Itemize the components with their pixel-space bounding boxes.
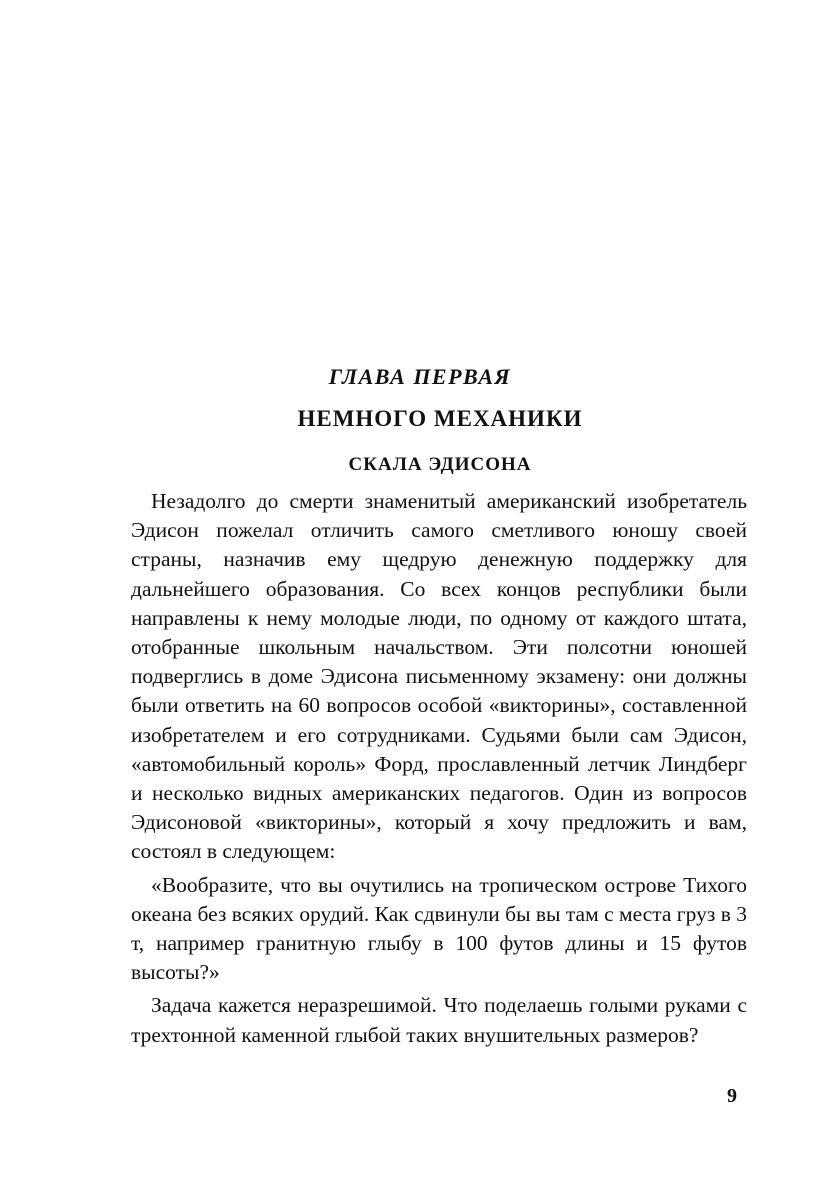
paragraph-question: Задача кажется неразрешимой. Что поделаешь голыми руками с трехтонной каменной глыбой таких внушительных размеров? bbox=[131, 993, 747, 1047]
chapter-title: НЕМНОГО МЕХАНИКИ bbox=[297, 406, 583, 431]
paragraph-intro: Незадолго до смерти знаменитый американский изобретатель Эдисон пожелал отличить самого сметливого юношу своей страны, назначив ему щедрую денежную поддержку для дальнейшего образования. Со всех концов республики были направлены к нему молодые люди, по одному от каждого штата, отобранные школьным начальством. Эти полсотни юношей подверглись в доме Эдисона письменному экзамену: они должны были ответить на 60 вопросов особой «викторины», составленной изобретателем и его сотрудниками. Судьями были сам Эдисон, «автомобильный король» Форд, прославленный летчик Линдберг и несколько видных американских педагогов. Один из вопросов Эдисоновой «викторины», который я хочу предложить и вам, состоял в следующем: bbox=[131, 489, 747, 864]
page-number: 9 bbox=[727, 1085, 737, 1107]
chapter-label: ГЛАВА ПЕРВАЯ bbox=[328, 364, 512, 389]
paragraph-quote: «Вообразите, что вы очутились на тропическом острове Тихого океана без всяких орудий. Как сдвинули бы вы там с места груз в 3 т, например гранитную глыбу в 100 футов длины и 15 футов высоты?» bbox=[131, 872, 747, 985]
body-text bbox=[131, 487, 747, 1054]
section-title: СКАЛА ЭДИСОНА bbox=[348, 454, 532, 475]
